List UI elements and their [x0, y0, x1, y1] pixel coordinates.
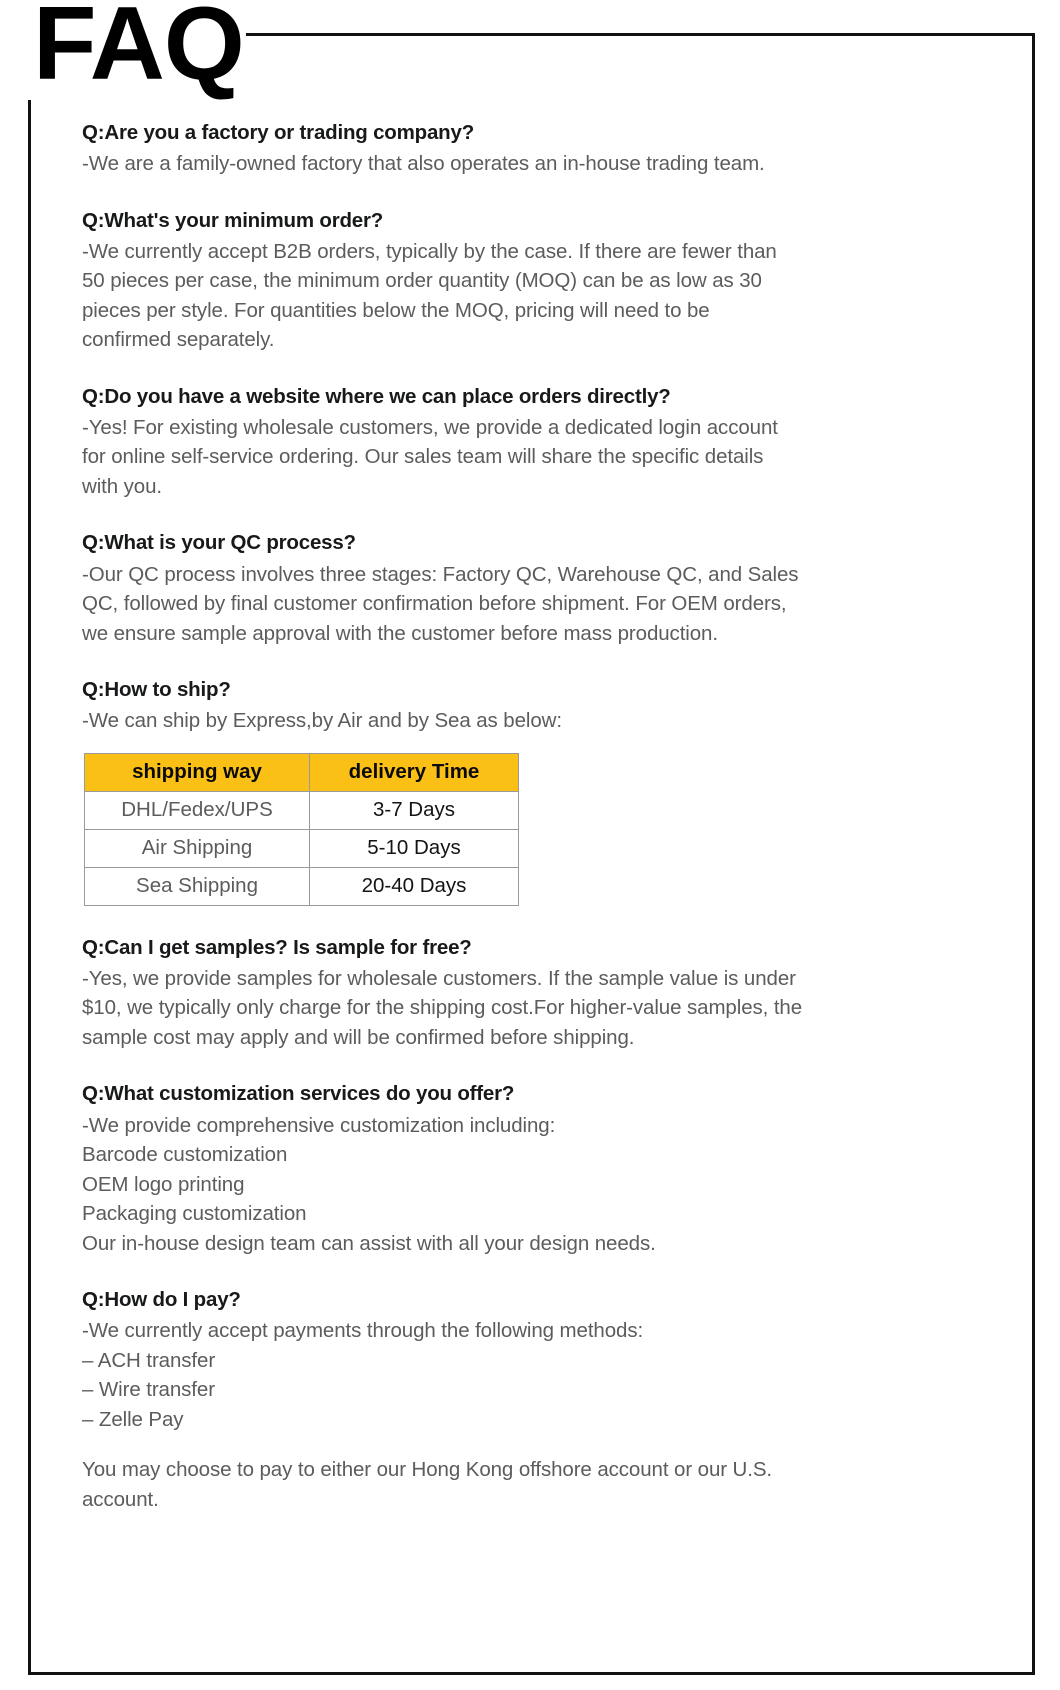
answer-line: -We currently accept B2B orders, typically by the case. If there are fewer than [82, 239, 777, 263]
table-header-row [85, 753, 519, 791]
answer-line: -Yes, we provide samples for wholesale customers. If the sample value is under [82, 966, 796, 990]
faq-answer [82, 560, 952, 649]
closing-note [82, 1455, 952, 1514]
faq-item-how-to-ship [82, 675, 952, 906]
faq-item-customization [82, 1079, 952, 1258]
faq-content [82, 118, 952, 1514]
table-cell-shipping-way: Air Shipping [85, 829, 310, 867]
table-cell-shipping-way: Sea Shipping [85, 867, 310, 905]
faq-question: Q:Can I get samples? Is sample for free? [82, 935, 472, 959]
table-row [85, 867, 519, 905]
table-cell-shipping-way: DHL/Fedex/UPS [85, 791, 310, 829]
faq-answer [82, 1111, 952, 1259]
faq-item-factory-or-trading [82, 118, 952, 179]
faq-question: Q:How do I pay? [82, 1288, 241, 1312]
table-row [85, 791, 519, 829]
page-title: FAQ [33, 0, 244, 102]
answer-line: -We can ship by Express,by Air and by Sea as below: [82, 709, 562, 733]
answer-line: we ensure sample approval with the customer before mass production. [82, 621, 718, 645]
table-header-shipping-way: shipping way [85, 753, 310, 791]
payment-method-zelle: – Zelle Pay [82, 1407, 184, 1431]
answer-line: sample cost may apply and will be confirmed before shipping. [82, 1025, 635, 1049]
answer-line: with you. [82, 474, 162, 498]
faq-question: Q:What customization services do you offer? [82, 1082, 515, 1106]
table-header-delivery-time: delivery Time [310, 753, 519, 791]
faq-answer [82, 964, 952, 1053]
answer-line: -Yes! For existing wholesale customers, we provide a dedicated login account [82, 415, 778, 439]
faq-answer [82, 149, 952, 179]
table-cell-delivery-time: 5-10 Days [310, 829, 519, 867]
payment-method-ach: – ACH transfer [82, 1348, 216, 1372]
page-border-bottom [28, 1672, 1035, 1675]
faq-answer [82, 413, 952, 502]
faq-answer [82, 706, 952, 736]
answer-line: $10, we typically only charge for the shipping cost.For higher-value samples, the [82, 996, 803, 1020]
table-row [85, 829, 519, 867]
page-border-top [246, 33, 1035, 36]
faq-question: Q:Do you have a website where we can place orders directly? [82, 384, 671, 408]
answer-line: -We provide comprehensive customization including: [82, 1113, 556, 1137]
faq-question: Q:Are you a factory or trading company? [82, 121, 475, 144]
table-cell-delivery-time: 20-40 Days [310, 867, 519, 905]
faq-item-minimum-order [82, 206, 952, 355]
answer-line: -Our QC process involves three stages: Factory QC, Warehouse QC, and Sales [82, 562, 799, 586]
page-border-left [28, 100, 31, 1675]
answer-line: pieces per style. For quantities below the MOQ, pricing will need to be [82, 298, 710, 322]
answer-line: Packaging customization [82, 1202, 307, 1226]
faq-item-payment [82, 1285, 952, 1514]
paragraph-spacer [82, 1434, 952, 1455]
shipping-table [84, 753, 519, 906]
answer-line: 50 pieces per case, the minimum order quantity (MOQ) can be as low as 30 [82, 269, 762, 293]
faq-answer [82, 237, 952, 355]
page-border-right [1032, 33, 1035, 1675]
answer-line: Barcode customization [82, 1143, 288, 1167]
answer-line: for online self-service ordering. Our sales team will share the specific details [82, 445, 764, 469]
answer-line: Our in-house design team can assist with all your design needs. [82, 1231, 656, 1255]
answer-line: confirmed separately. [82, 328, 275, 352]
faq-question: Q:What's your minimum order? [82, 208, 384, 232]
faq-question: Q:What is your QC process? [82, 531, 356, 555]
payment-method-wire: – Wire transfer [82, 1378, 215, 1402]
faq-question: Q:How to ship? [82, 678, 231, 702]
shipping-table-wrapper [84, 753, 952, 906]
table-cell-delivery-time: 3-7 Days [310, 791, 519, 829]
faq-item-qc-process [82, 528, 952, 648]
closing-note-line: You may choose to pay to either our Hong Kong offshore account or our U.S. [82, 1458, 773, 1482]
faq-item-samples [82, 933, 952, 1053]
closing-note-line: account. [82, 1487, 159, 1511]
answer-line: -We are a family-owned factory that also operates an in-house trading team. [82, 152, 765, 176]
answer-line: -We currently accept payments through the following methods: [82, 1319, 644, 1343]
faq-answer [82, 1316, 952, 1434]
faq-item-website-ordering [82, 382, 952, 502]
answer-line: QC, followed by final customer confirmation before shipment. For OEM orders, [82, 592, 787, 616]
answer-line: OEM logo printing [82, 1172, 245, 1196]
